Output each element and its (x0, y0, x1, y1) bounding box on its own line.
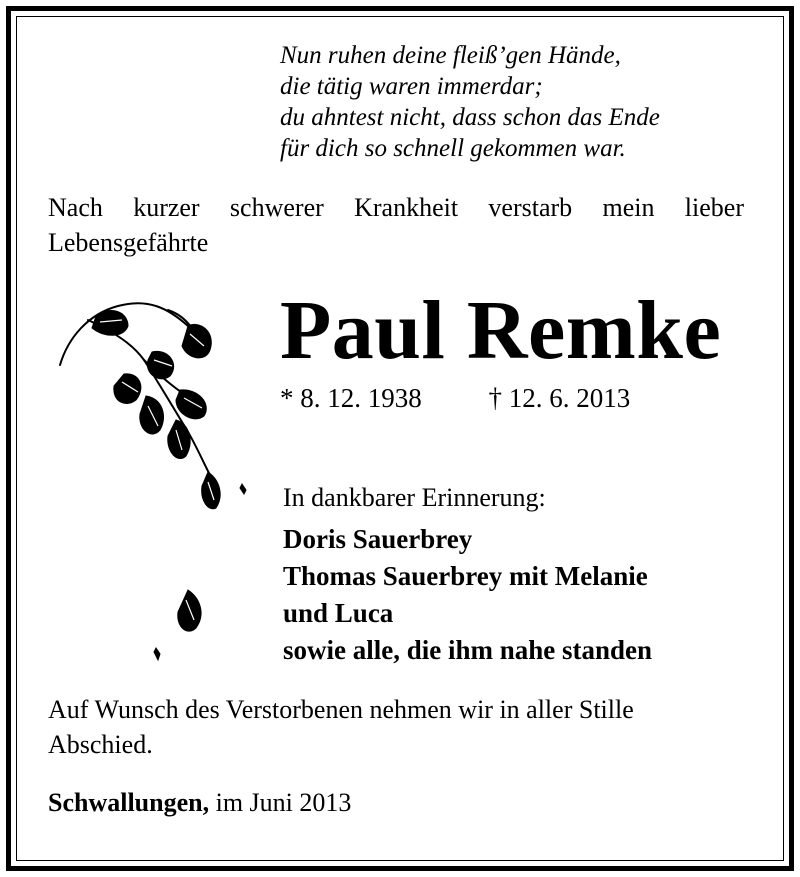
intro-line: Nach kurzer schwerer Krankheit verstarb mein lieber (48, 193, 744, 222)
intro-line: Lebensgefährte (48, 228, 209, 257)
birch-branch-icon (48, 290, 268, 680)
birth-date: * 8. 12. 1938 (280, 383, 422, 413)
poem-line: du ahntest nicht, dass schon das Ende (280, 104, 660, 131)
poem-line: für dich so schnell gekommen war. (280, 135, 626, 162)
poem-line: Nun ruhen deine fleiß’gen Hände, (280, 42, 621, 69)
intro-text (48, 190, 744, 260)
memory-label: In dankbarer Erinnerung: (283, 483, 546, 512)
death-date: † 12. 6. 2013 (488, 383, 631, 413)
closing-line: Abschied. (48, 730, 153, 759)
poem-line: die tätig waren immerdar; (280, 73, 543, 100)
place-town: Schwallungen, (48, 788, 210, 817)
mourners-list (283, 521, 652, 669)
place-date-text: im Juni 2013 (215, 788, 352, 817)
mourner-line: Thomas Sauerbrey mit Melanie (283, 561, 648, 591)
mourner-line: Doris Sauerbrey (283, 524, 473, 554)
closing-line: Auf Wunsch des Verstorbenen nehmen wir in aller Stille (48, 695, 634, 724)
deceased-name: Paul Remke (280, 284, 722, 377)
mourner-line: sowie alle, die ihm nahe standen (283, 635, 653, 665)
closing-text (48, 692, 634, 762)
place-date (48, 786, 351, 820)
life-dates (280, 381, 630, 415)
mourner-line: und Luca (283, 598, 394, 628)
poem (280, 40, 660, 164)
